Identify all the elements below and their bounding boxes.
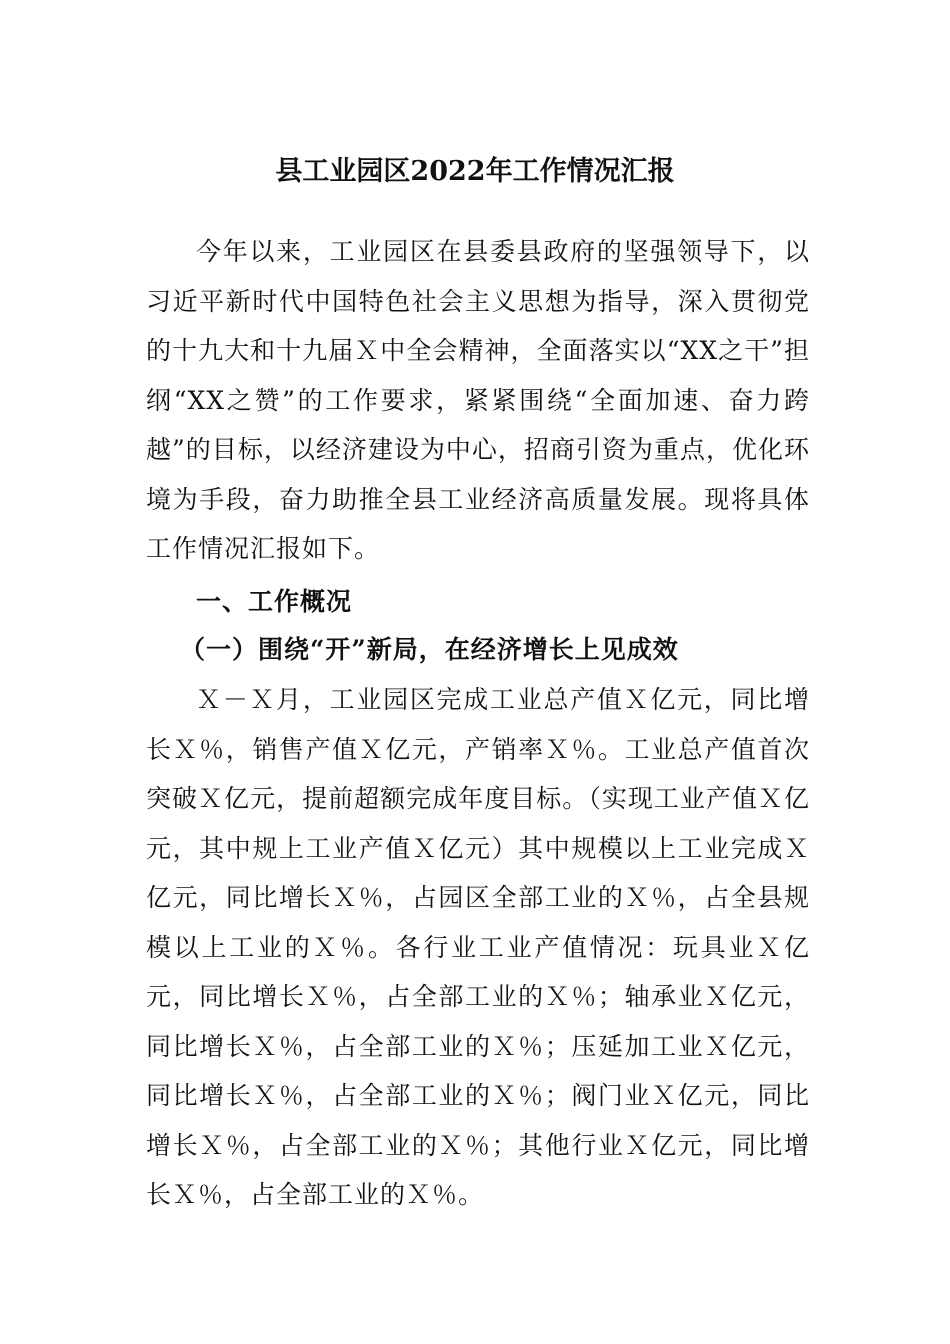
section-heading: 一、工作概况: [196, 587, 353, 616]
section-paragraph: Ｘ－Ｘ月，工业园区完成工业总产值Ｘ亿元，同比增长Ｘ％，销售产值Ｘ亿元，产销率Ｘ％。工业总产值首次突破Ｘ亿元，提前超额完成年度目标。（实现工业产值Ｘ亿元，其中规上工业产值Ｘ亿元）其中规模以上工业完成Ｘ亿元，同比增长Ｘ％，占园区全部工业的Ｘ％，占全县规模以上工业的Ｘ％。各行业工业产值情况：玩具业Ｘ亿元，同比增长Ｘ％，占全部工业的Ｘ％；轴承业Ｘ亿元，同比增长Ｘ％，占全部工业的Ｘ％；压延加工业Ｘ亿元，同比增长Ｘ％，占全部工业的Ｘ％；阀门业Ｘ亿元，同比增长Ｘ％，占全部工业的Ｘ％；其他行业Ｘ亿元，同比增长Ｘ％，占全部工业的Ｘ％。: [146, 685, 810, 1209]
subsection-heading: （一）围绕“开”新局，在经济增长上见成效: [180, 635, 679, 664]
document-title: 县工业园区2022年工作情况汇报: [275, 156, 675, 187]
intro-paragraph: 今年以来，工业园区在县委县政府的坚强领导下，以习近平新时代中国特色社会主义思想为指导，深入贯彻党的十九大和十九届Ｘ中全会精神，全面落实以“XX之干”担纲“XX之赞”的工作要求，紧紧围绕“全面加速、奋力跨越”的目标，以经济建设为中心，招商引资为重点，优化环境为手段，奋力助推全县工业经济高质量发展。现将具体工作情况汇报如下。: [146, 237, 810, 563]
